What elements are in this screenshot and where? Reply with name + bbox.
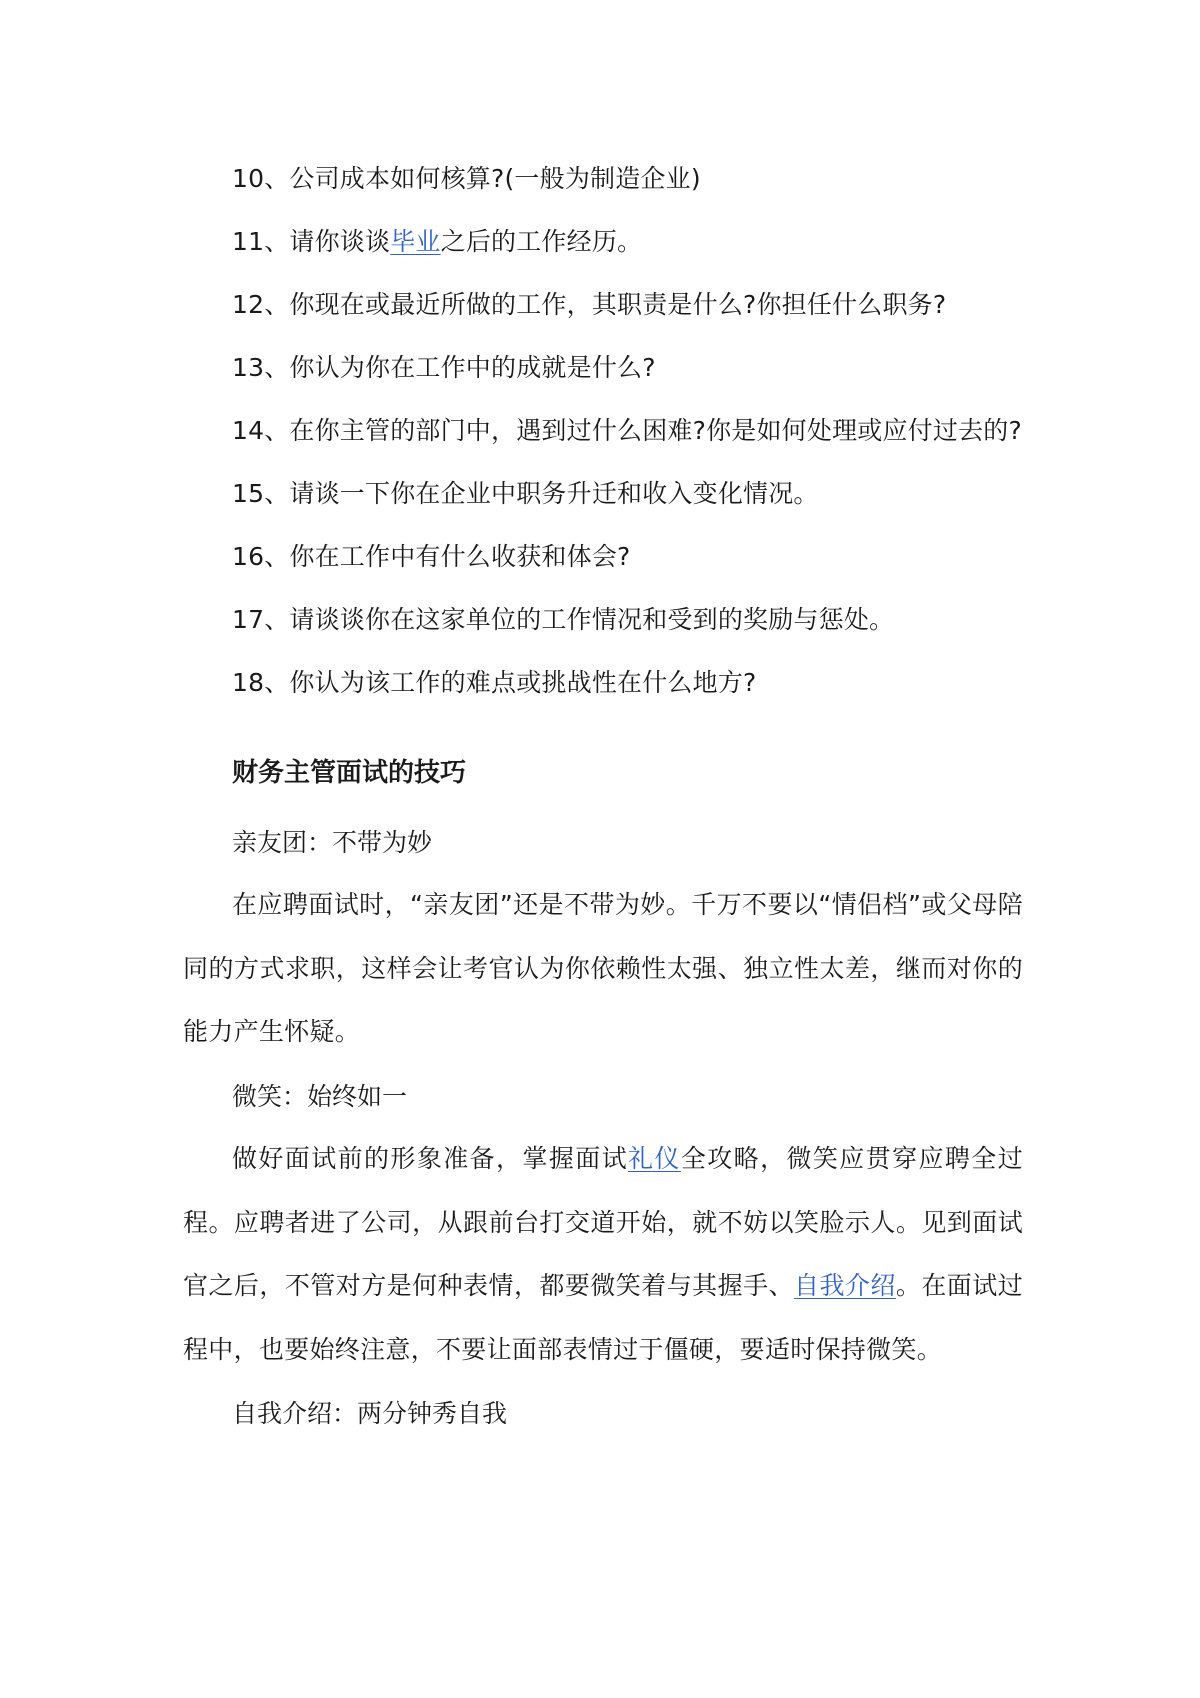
question-17: 17、请谈谈你在这家单位的工作情况和受到的奖励与惩处。 (232, 605, 895, 634)
paragraph-smile-part3: 。在面试过程中，也要始终注意，不要让面部表情过于僵硬，要适时保持微笑。 (183, 1271, 1023, 1364)
question-14: 14、在你主管的部门中，遇到过什么困难?你是如何处理或应付过去的? (232, 416, 1022, 445)
question-11 (232, 225, 642, 259)
paragraph-friends-group: 在应聘面试时，“亲友团”还是不带为妙。千万不要以“情侣档”或父母陪同的方式求职，这样会让考官认为你依赖性太强、独立性太差，继而对你的能力产生怀疑。 (183, 890, 1023, 1046)
question-18: 18、你认为该工作的难点或挑战性在什么地方? (232, 668, 757, 697)
paragraph-smile-part2: 全攻略，微笑应贯穿应聘全过程。应聘者进了公司，从跟前台打交道开始，就不妨以笑脸示人。见到面试官之后，不管对方是何种表情，都要微笑着与其握手、 (183, 1144, 1023, 1300)
question-15: 15、请谈一下你在企业中职务升迁和收入变化情况。 (232, 479, 819, 508)
question-11-after: 之后的工作经历。 (440, 227, 643, 256)
subtitle-friends-group: 亲友团：不带为妙 (232, 828, 433, 857)
question-10: 10、公司成本如何核算?(一般为制造企业) (232, 164, 701, 193)
question-11-before: 11、请你谈谈 (232, 227, 391, 256)
question-16: 16、你在工作中有什么收获和体会? (232, 542, 631, 571)
question-13: 13、你认为你在工作中的成就是什么? (232, 353, 656, 382)
paragraph-smile-part1: 做好面试前的形象准备，掌握面试 (232, 1144, 629, 1173)
paragraph-smile (183, 1127, 1023, 1381)
self-introduction-link[interactable]: 自我介绍 (794, 1271, 896, 1300)
graduation-link[interactable]: 毕业 (390, 227, 441, 256)
etiquette-link[interactable]: 礼仪 (628, 1144, 681, 1173)
section-heading: 财务主管面试的技巧 (232, 758, 467, 788)
subtitle-self-introduction: 自我介绍：两分钟秀自我 (232, 1399, 508, 1428)
subtitle-smile: 微笑：始终如一 (232, 1082, 408, 1111)
question-12: 12、你现在或最近所做的工作，其职责是什么?你担任什么职务? (232, 290, 947, 319)
